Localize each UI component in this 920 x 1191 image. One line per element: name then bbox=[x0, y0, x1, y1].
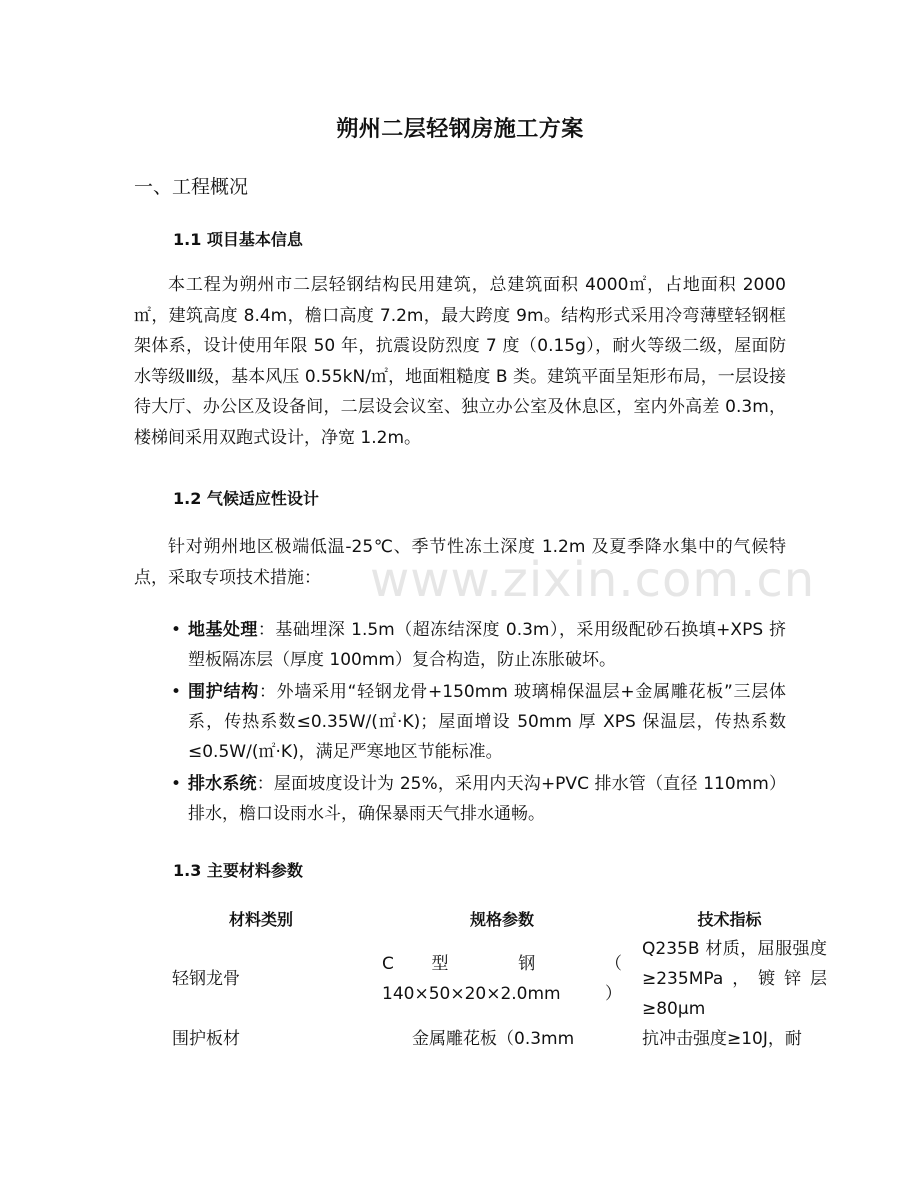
bullet-lead: 围护结构 bbox=[188, 682, 259, 702]
bullet-text: ：外墙采用“轻钢龙骨+150mm 玻璃棉保温层+金属雕花板”三层体系，传热系数≤0.35W/(㎡·K)；屋面增设 50mm 厚 XPS 保温层，传热系数≤0.5W/(㎡·K)，满足严寒地区节能标准。 bbox=[188, 682, 787, 762]
document-title: 朔州二层轻钢房施工方案 bbox=[336, 117, 584, 142]
table-cell: C 型 钢 （ 140×50×20×2.0mm） bbox=[382, 954, 622, 1004]
list-item bbox=[170, 769, 786, 829]
bullet-text: ：屋面坡度设计为 25%，采用内天沟+PVC 排水管（直径 110mm）排水，檐口设雨水斗，确保暴雨天气排水通畅。 bbox=[188, 774, 786, 824]
bullet-lead: 地基处理 bbox=[188, 620, 258, 640]
table-header-cell: 技术指标 bbox=[697, 909, 762, 929]
section-heading-overview: 一、工程概况 bbox=[134, 176, 249, 198]
paragraph-climate: 针对朔州地区极端低温-25℃、季节性冻土深度 1.2m 及夏季降水集中的气候特点，采取专项技术措施： bbox=[134, 537, 786, 588]
table-header-cell: 规格参数 bbox=[469, 909, 534, 929]
subsection-heading-materials: 1.3 主要材料参数 bbox=[173, 861, 303, 880]
list-item bbox=[170, 615, 786, 675]
watermark: www.zixin.com.cn bbox=[370, 552, 816, 608]
table-header-cell: 材料类别 bbox=[228, 909, 293, 929]
table-cell: Q235B 材质，屈服强度 ≥235MPa，镀锌层 ≥80μm bbox=[642, 939, 827, 1019]
table-cell: 轻钢龙骨 bbox=[172, 969, 240, 989]
table-cell: 围护板材 bbox=[172, 1029, 240, 1049]
list-item bbox=[170, 677, 787, 767]
bullet-icon: • bbox=[170, 682, 182, 702]
bullet-icon: • bbox=[170, 620, 182, 640]
table-row bbox=[150, 1024, 827, 1054]
bullet-lead: 排水系统 bbox=[188, 774, 257, 794]
bullet-icon: • bbox=[170, 774, 182, 794]
bullet-list bbox=[170, 615, 787, 831]
table-cell: 抗冲击强度≥10J，耐 bbox=[642, 1029, 802, 1049]
subsection-heading-climate: 1.2 气候适应性设计 bbox=[173, 489, 319, 508]
materials-table bbox=[150, 902, 827, 1054]
paragraph-basic-info: 本工程为朔州市二层轻钢结构民用建筑，总建筑面积 4000㎡，占地面积 2000㎡，建筑高度 8.4m，檐口高度 7.2m，最大跨度 9m。结构形式采用冷弯薄壁轻钢框架体系，设计使用年限 50 年，抗震设防烈度 7 度（0.15g），耐火等级二级，屋面防水等级Ⅲ级，基本风压 0.55kN/㎡，地面粗糙度 B 类。建筑平面呈矩形布局，一层设接待大厅、办公区及设备间，二层设会议室、独立办公室及休息区，室内外高差 0.3m，楼梯间采用双跑式设计，净宽 1.2m。 bbox=[134, 275, 786, 448]
subsection-heading-basic-info: 1.1 项目基本信息 bbox=[173, 230, 303, 249]
bullet-text: ：基础埋深 1.5m（超冻结深度 0.3m），采用级配砂石换填+XPS 挤塑板隔冻层（厚度 100mm）复合构造，防止冻胀破坏。 bbox=[188, 620, 786, 670]
table-cell: 金属雕花板（0.3mm bbox=[412, 1029, 575, 1049]
table-header-row bbox=[150, 902, 827, 934]
table-row bbox=[150, 934, 827, 1024]
